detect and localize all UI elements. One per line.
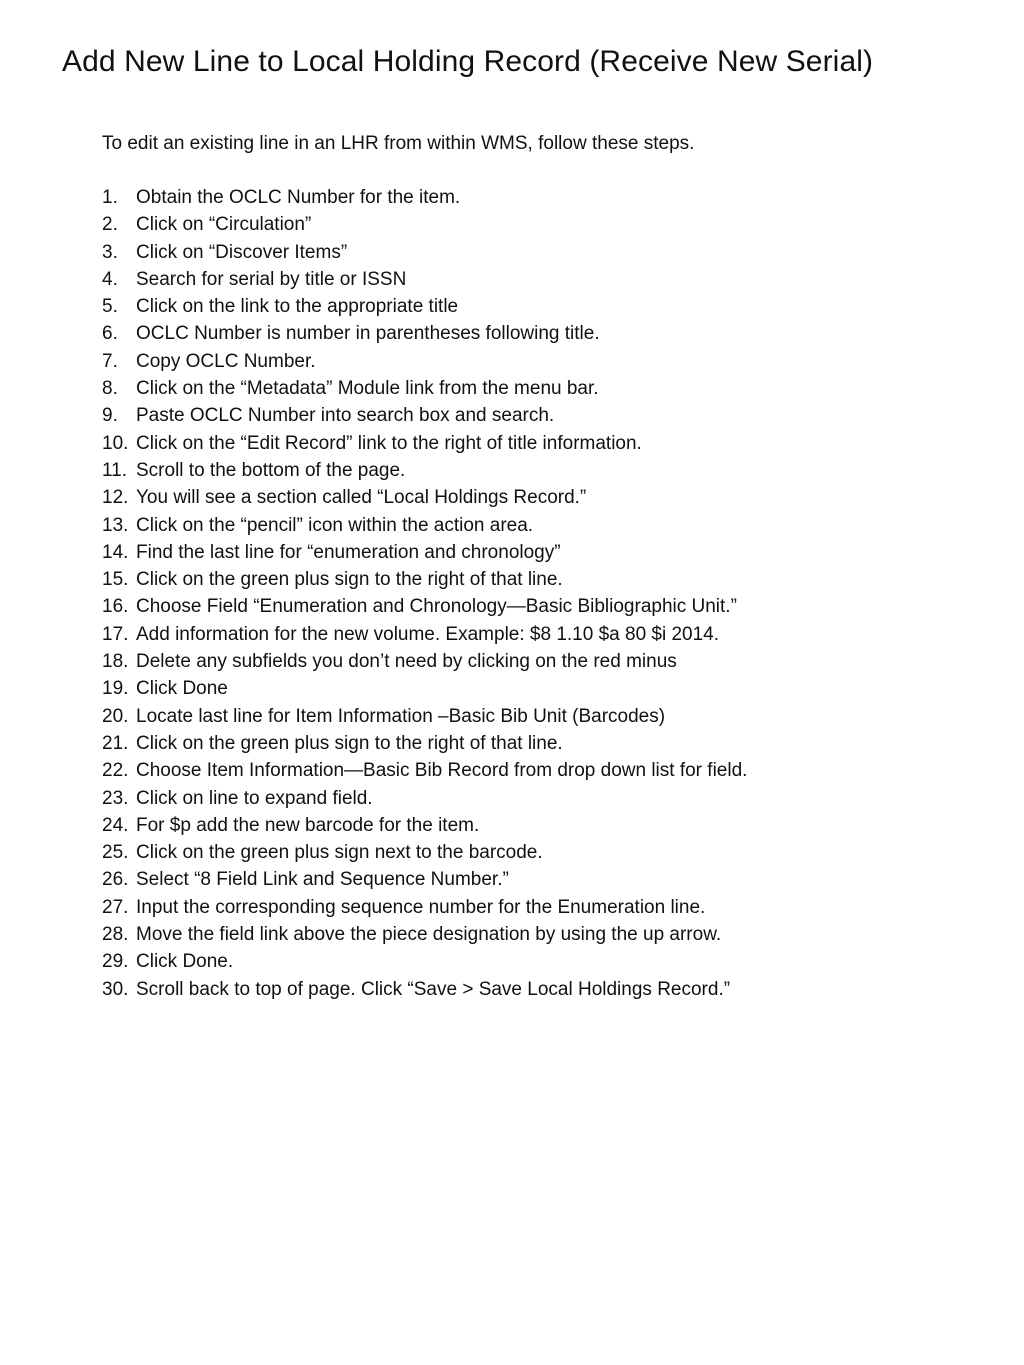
step-text: Click on the “pencil” icon within the action area.	[136, 514, 534, 536]
list-item	[102, 484, 747, 511]
step-number: 21.	[102, 732, 129, 754]
step-number: 29.	[102, 951, 129, 973]
list-item	[102, 675, 747, 702]
list-item	[102, 293, 747, 320]
step-number: 17.	[102, 623, 129, 645]
list-item	[102, 839, 747, 866]
steps-list	[102, 184, 747, 1003]
step-number: 30.	[102, 978, 129, 1000]
step-text: Choose Item Information—Basic Bib Record from drop down list for field.	[136, 760, 748, 782]
step-text: Choose Field “Enumeration and Chronology—Basic Bibliographic Unit.”	[136, 596, 737, 618]
step-text: Paste OCLC Number into search box and search.	[136, 405, 555, 427]
list-item	[102, 785, 747, 812]
step-number: 15.	[102, 569, 129, 591]
list-item	[102, 375, 747, 402]
step-text: Click Done	[136, 678, 228, 700]
list-item	[102, 348, 747, 375]
step-number: 9.	[102, 405, 118, 427]
step-text: Locate last line for Item Information –Basic Bib Unit (Barcodes)	[136, 705, 666, 727]
step-number: 28.	[102, 924, 129, 946]
step-number: 6.	[102, 323, 118, 345]
step-text: Add information for the new volume. Example: $8 1.10 $a 80 $i 2014.	[136, 623, 720, 645]
step-number: 2.	[102, 214, 118, 236]
step-number: 20.	[102, 705, 129, 727]
step-text: Scroll back to top of page. Click “Save > Save Local Holdings Record.”	[136, 978, 731, 1000]
list-item	[102, 239, 747, 266]
step-number: 25.	[102, 842, 129, 864]
step-text: Obtain the OCLC Number for the item.	[136, 187, 461, 208]
step-number: 11.	[102, 459, 128, 481]
list-item	[102, 457, 747, 484]
step-number: 13.	[102, 514, 129, 536]
list-item	[102, 593, 747, 620]
step-text: Click on the green plus sign to the right of that line.	[136, 569, 563, 591]
intro-text: To edit an existing line in an LHR from within WMS, follow these steps.	[102, 133, 695, 154]
step-number: 27.	[102, 896, 129, 918]
step-number: 7.	[102, 350, 118, 372]
list-item	[102, 320, 747, 347]
list-item	[102, 976, 747, 1003]
step-text: Click on “Circulation”	[136, 214, 312, 236]
list-item	[102, 621, 747, 648]
step-text: Search for serial by title or ISSN	[136, 268, 407, 290]
step-text: Copy OCLC Number.	[136, 350, 316, 372]
step-text: Click on “Discover Items”	[136, 241, 348, 263]
list-item	[102, 184, 747, 211]
step-text: For $p add the new barcode for the item.	[136, 814, 480, 836]
list-item	[102, 730, 747, 757]
step-number: 26.	[102, 869, 129, 891]
step-number: 14.	[102, 541, 129, 563]
step-number: 23.	[102, 787, 129, 809]
step-text: Click on the green plus sign next to the barcode.	[136, 842, 543, 864]
list-item	[102, 512, 747, 539]
step-number: 3.	[102, 241, 118, 263]
step-text: Click Done.	[136, 951, 234, 973]
list-item	[102, 866, 747, 893]
list-item	[102, 566, 747, 593]
step-text: Click on the “Edit Record” link to the right of title information.	[136, 432, 642, 454]
step-text: Delete any subfields you don’t need by clicking on the red minus	[136, 651, 677, 673]
step-text: Click on the green plus sign to the right of that line.	[136, 732, 563, 754]
list-item	[102, 266, 747, 293]
list-item	[102, 921, 747, 948]
step-text: You will see a section called “Local Holdings Record.”	[136, 487, 587, 509]
step-text: Move the field link above the piece designation by using the up arrow.	[136, 924, 722, 946]
list-item	[102, 211, 747, 238]
list-item	[102, 402, 747, 429]
step-number: 16.	[102, 596, 129, 618]
list-item	[102, 703, 747, 730]
step-number: 24.	[102, 814, 129, 836]
step-number: 22.	[102, 760, 129, 782]
step-text: Click on line to expand field.	[136, 787, 373, 809]
step-text: Find the last line for “enumeration and chronology”	[136, 541, 561, 563]
step-text: OCLC Number is number in parentheses following title.	[136, 323, 600, 345]
list-item	[102, 757, 747, 784]
page-title: Add New Line to Local Holding Record (Receive New Serial)	[62, 45, 874, 78]
step-number: 18.	[102, 651, 129, 673]
step-number: 4.	[102, 268, 118, 290]
step-number: 1.	[102, 187, 118, 208]
list-item	[102, 812, 747, 839]
list-item	[102, 648, 747, 675]
list-item	[102, 539, 747, 566]
step-text: Select “8 Field Link and Sequence Number.”	[136, 869, 509, 891]
step-text: Click on the link to the appropriate title	[136, 296, 459, 318]
list-item	[102, 948, 747, 975]
step-text: Scroll to the bottom of the page.	[136, 459, 406, 481]
step-number: 5.	[102, 296, 118, 318]
step-text: Input the corresponding sequence number for the Enumeration line.	[136, 896, 706, 918]
list-item	[102, 894, 747, 921]
step-text: Click on the “Metadata” Module link from the menu bar.	[136, 378, 599, 400]
list-item	[102, 430, 747, 457]
step-number: 8.	[102, 378, 118, 400]
step-number: 12.	[102, 487, 129, 509]
step-number: 19.	[102, 678, 129, 700]
step-number: 10.	[102, 432, 129, 454]
